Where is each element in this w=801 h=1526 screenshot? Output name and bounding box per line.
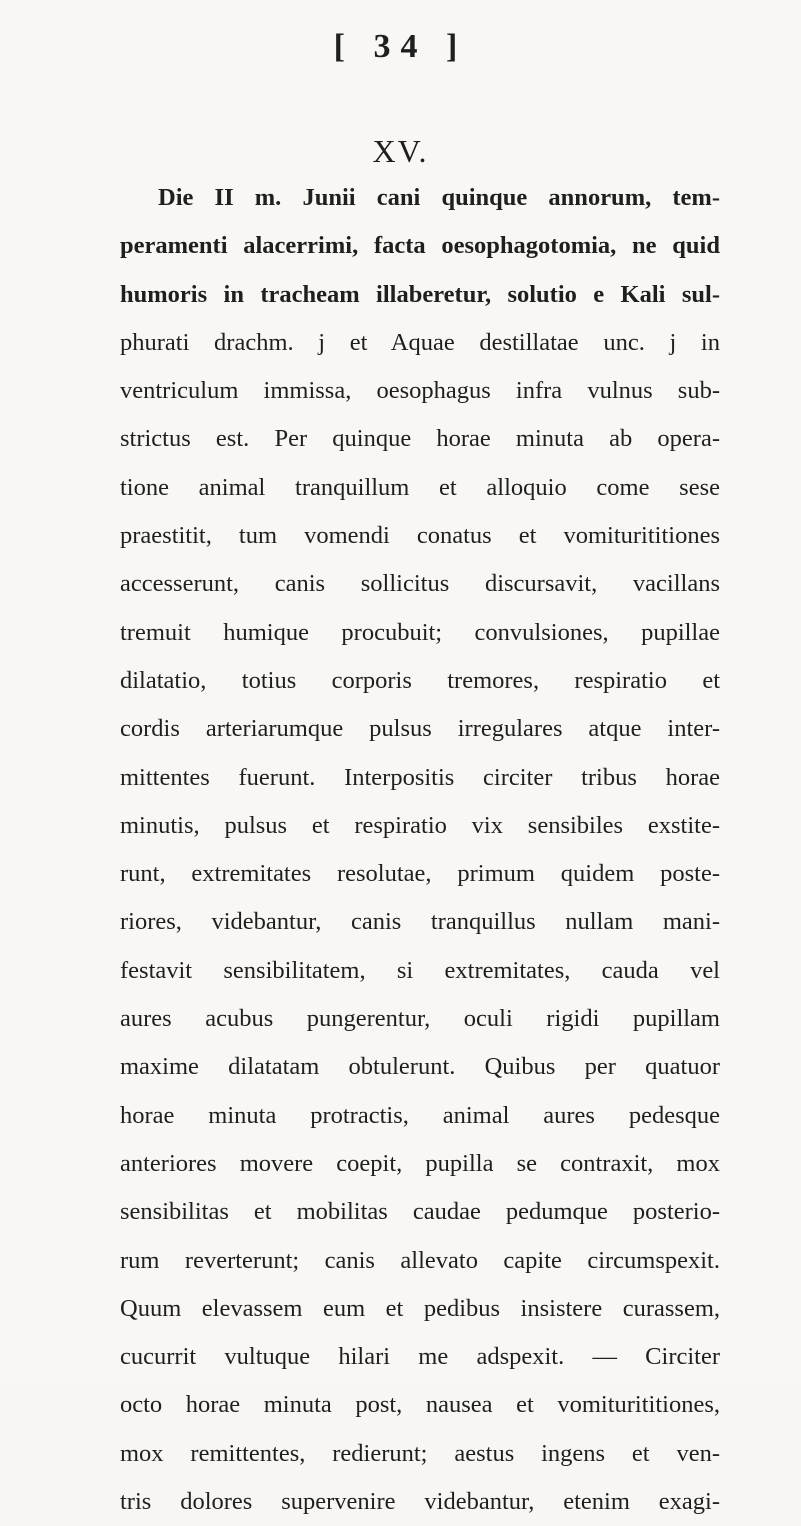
text-line: phurati drachm. j et Aquae destillatae unc. j in [120, 328, 720, 356]
text-line: ventriculum immissa, oesophagus infra vulnus sub- [120, 377, 720, 405]
text-line: strictus est. Per quinque horae minuta ab opera- [120, 425, 720, 453]
text-line: aures acubus pungerentur, oculi rigidi pupillam [120, 1005, 720, 1033]
text-line: praestitit, tum vomendi conatus et vomiturititiones [120, 522, 720, 550]
text-line: horae minuta protractis, animal aures pedesque [120, 1101, 720, 1129]
text-line: anteriores movere coepit, pupilla se contraxit, mox [120, 1149, 720, 1177]
text-line: riores, videbantur, canis tranquillus nullam mani- [120, 908, 720, 936]
section-heading: XV. [372, 133, 429, 169]
text-line: mittentes fuerunt. Interpositis circiter tribus horae [120, 763, 720, 791]
text-line: dilatatio, totius corporis tremores, respiratio et [120, 666, 720, 694]
text-line: minutis, pulsus et respiratio vix sensibiles exstite- [120, 811, 720, 839]
text-line: festavit sensibilitatem, si extremitates, cauda vel [120, 956, 720, 984]
text-line: cordis arteriarumque pulsus irregulares atque inter- [120, 715, 720, 743]
text-line: accesserunt, canis sollicitus discursavit, vacillans [120, 570, 720, 598]
text-line: Quum elevassem eum et pedibus insistere curassem, [120, 1294, 720, 1322]
text-line: humoris in tracheam illaberetur, solutio e Kali sul- [120, 280, 720, 308]
page-number: [ 34 ] [333, 28, 468, 65]
text-line: octo horae minuta post, nausea et vomiturititiones, [120, 1391, 720, 1419]
text-line: runt, extremitates resolutae, primum quidem poste- [120, 860, 720, 888]
text-line: tris dolores supervenire videbantur, etenim exagi- [120, 1488, 720, 1516]
text-line: tione animal tranquillum et alloquio come sese [120, 473, 720, 501]
text-line: tremuit humique procubuit; convulsiones, pupillae [120, 618, 720, 646]
text-line: peramenti alacerrimi, facta oesophagotomia, ne quid [120, 232, 720, 260]
body-text [120, 174, 720, 1526]
text-line: cucurrit vultuque hilari me adspexit. — Circiter [120, 1343, 720, 1371]
text-line: rum reverterunt; canis allevato capite circumspexit. [120, 1246, 720, 1274]
text-line: sensibilitas et mobilitas caudae pedumque posterio- [120, 1198, 720, 1226]
text-line: maxime dilatatam obtulerunt. Quibus per quatuor [120, 1053, 720, 1081]
text-line: mox remittentes, redierunt; aestus ingens et ven- [120, 1439, 720, 1467]
text-line: Die II m. Junii cani quinque annorum, tem- [158, 184, 720, 211]
